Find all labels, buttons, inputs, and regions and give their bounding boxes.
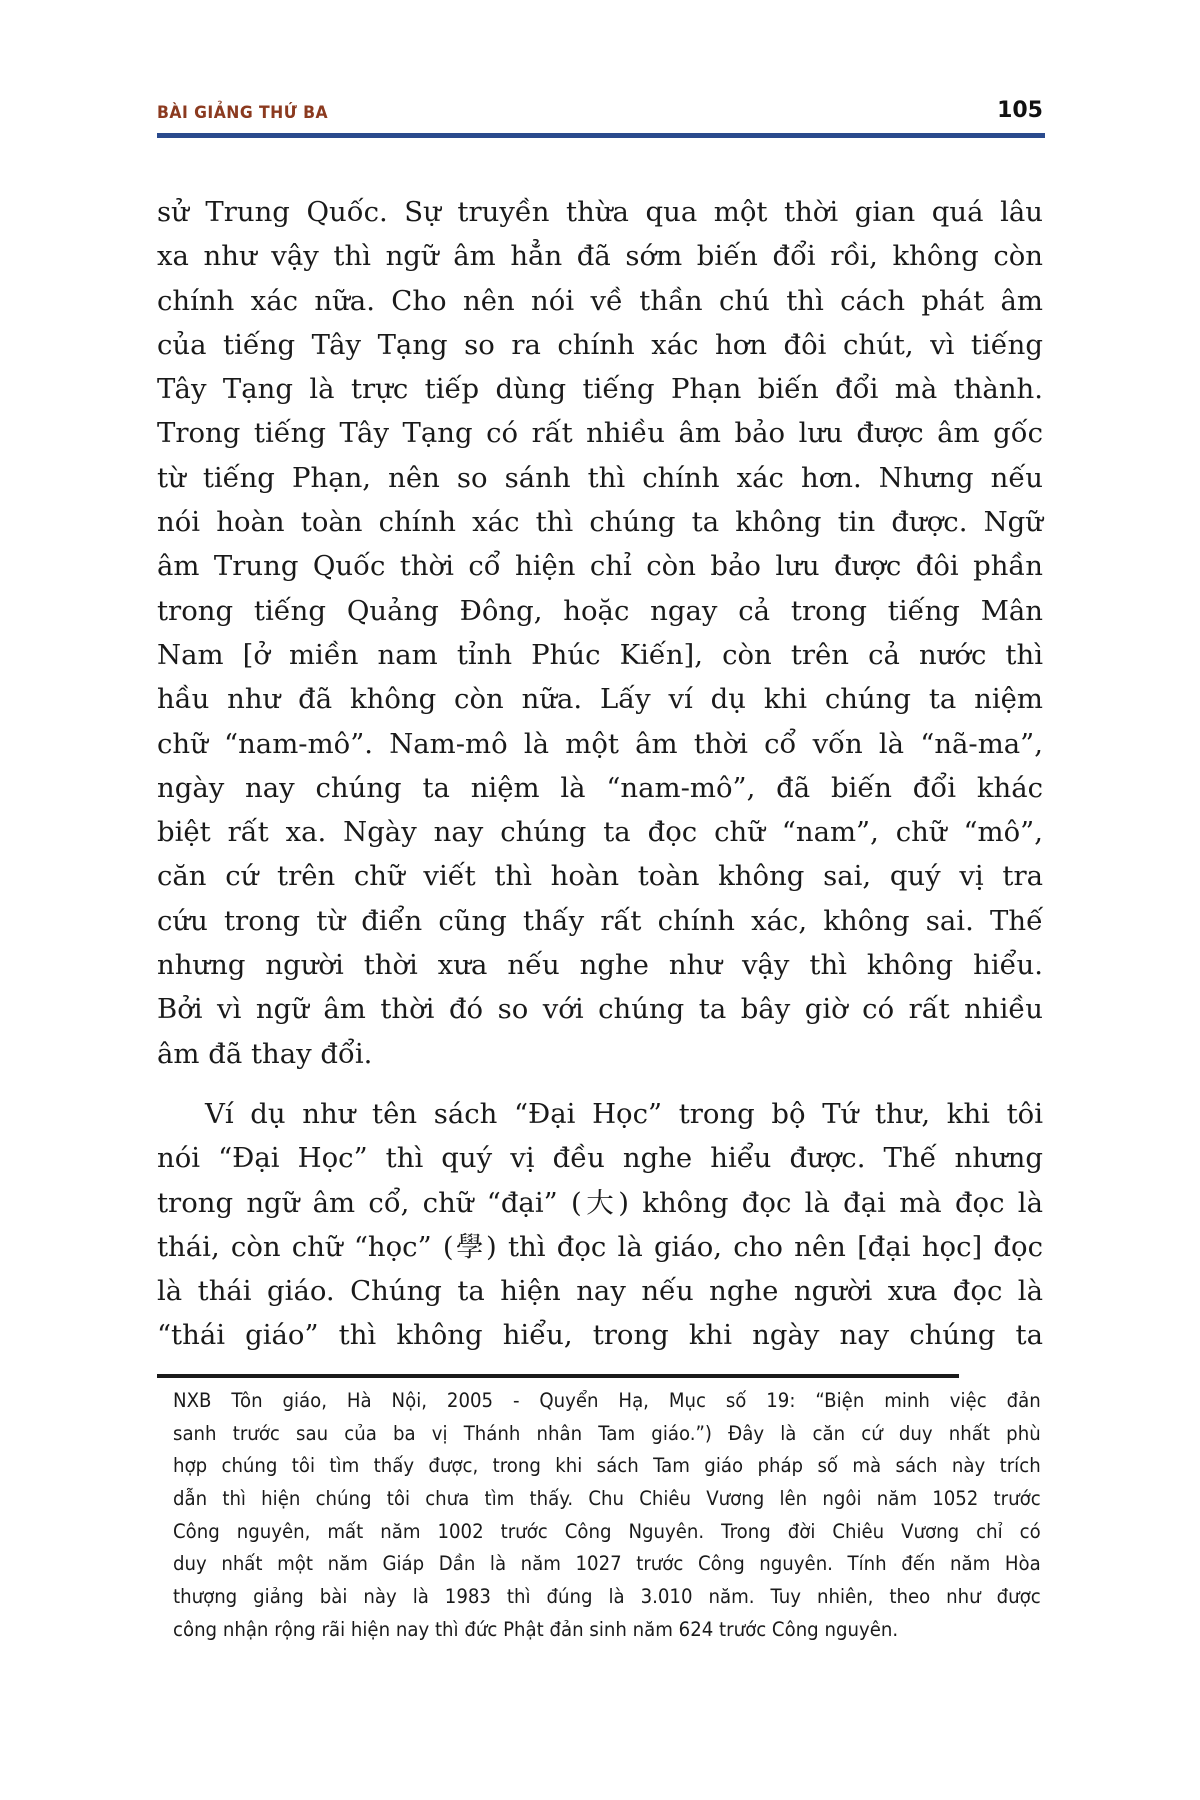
- text-line: của tiếng Tây Tạng so ra chính xác hơn đôi chút, vì tiếng: [157, 328, 1043, 361]
- text-line: trong tiếng Quảng Đông, hoặc ngay cả trong tiếng Mân: [157, 594, 1043, 627]
- text-line: Bởi vì ngữ âm thời đó so với chúng ta bây giờ có rất nhiều: [157, 993, 1043, 1026]
- page-number: 105: [997, 98, 1043, 123]
- footnote-line: sanh trước sau của ba vị Thánh nhân Tam giáo.”) Đây là căn cứ duy nhất phù: [173, 1421, 1041, 1445]
- running-head-title: BÀI GIẢNG THỨ BA: [157, 103, 329, 123]
- text-line: xa như vậy thì ngữ âm hẳn đã sớm biến đổi rồi, không còn: [157, 240, 1043, 273]
- footnote-line: NXB Tôn giáo, Hà Nội, 2005 - Quyển Hạ, Mục số 19: “Biện minh việc đản: [173, 1389, 1041, 1412]
- header-rule: [157, 133, 1045, 138]
- text-line: âm Trung Quốc thời cổ hiện chỉ còn bảo lưu được đôi phần: [157, 550, 1043, 583]
- text-line: sử Trung Quốc. Sự truyền thừa qua một thời gian quá lâu: [157, 196, 1043, 228]
- footnote-line: thượng giảng bài này là 1983 thì đúng là 3.010 năm. Tuy nhiên, theo như được: [173, 1585, 1041, 1609]
- paragraph-spacing: [157, 1076, 1043, 1092]
- text-line: thái, còn chữ “học” (學) thì đọc là giáo, cho nên [đại học] đọc: [157, 1230, 1043, 1263]
- footnote-line: duy nhất một năm Giáp Dần là năm 1027 trước Công nguyên. Tính đến năm Hòa: [173, 1552, 1041, 1576]
- paragraph: [157, 1092, 1043, 1358]
- text-line: Tây Tạng là trực tiếp dùng tiếng Phạn biến đổi mà thành.: [157, 373, 1043, 406]
- text-line: Ví dụ như tên sách “Đại Học” trong bộ Tứ thư, khi tôi: [205, 1097, 1043, 1130]
- text-line: trong ngữ âm cổ, chữ “đại” (大) không đọc là đại mà đọc là: [157, 1186, 1043, 1219]
- footnote-line: dẫn thì hiện chúng tôi chưa tìm thấy. Chu Chiêu Vương lên ngôi năm 1052 trước: [173, 1487, 1041, 1511]
- text-line: là thái giáo. Chúng ta hiện nay nếu nghe người xưa đọc là: [157, 1275, 1043, 1308]
- footnote: [173, 1385, 1041, 1647]
- paragraph: [157, 190, 1043, 1076]
- text-line: biệt rất xa. Ngày nay chúng ta đọc chữ “nam”, chữ “mô”,: [157, 816, 1043, 849]
- footnote-line: công nhận rộng rãi hiện nay thì đức Phật đản sinh năm 624 trước Công nguyên.: [173, 1617, 899, 1641]
- text-line: chính xác nữa. Cho nên nói về thần chú thì cách phát âm: [157, 284, 1043, 317]
- text-line: từ tiếng Phạn, nên so sánh thì chính xác hơn. Nhưng nếu: [157, 461, 1043, 494]
- text-line: Nam [ở miền nam tỉnh Phúc Kiến], còn trên cả nước thì: [157, 638, 1043, 671]
- text-line: âm đã thay đổi.: [157, 1037, 373, 1070]
- footnote-line: hợp chúng tôi tìm thấy được, trong khi sách Tam giáo pháp số mà sách này trích: [173, 1454, 1041, 1478]
- text-line: nhưng người thời xưa nếu nghe như vậy thì không hiểu.: [157, 949, 1043, 982]
- text-line: “thái giáo” thì không hiểu, trong khi ngày nay chúng ta: [157, 1319, 1043, 1352]
- body-text: [157, 190, 1043, 1358]
- text-line: ngày nay chúng ta niệm là “nam-mô”, đã biến đổi khác: [157, 771, 1043, 804]
- text-line: căn cứ trên chữ viết thì hoàn toàn không sai, quý vị tra: [157, 860, 1043, 893]
- text-line: Trong tiếng Tây Tạng có rất nhiều âm bảo lưu được âm gốc: [157, 417, 1043, 450]
- footnote-separator: [157, 1374, 959, 1378]
- text-line: hầu như đã không còn nữa. Lấy ví dụ khi chúng ta niệm: [157, 683, 1043, 716]
- text-line: nói “Đại Học” thì quý vị đều nghe hiểu được. Thế nhưng: [157, 1142, 1043, 1175]
- text-line: chữ “nam-mô”. Nam-mô là một âm thời cổ vốn là “nã-ma”,: [157, 727, 1043, 760]
- text-line: nói hoàn toàn chính xác thì chúng ta không tin được. Ngữ: [157, 506, 1043, 539]
- footnote-line: Công nguyên, mất năm 1002 trước Công Nguyên. Trong đời Chiêu Vương chỉ có: [173, 1519, 1041, 1543]
- text-line: cứu trong từ điển cũng thấy rất chính xác, không sai. Thế: [157, 904, 1043, 937]
